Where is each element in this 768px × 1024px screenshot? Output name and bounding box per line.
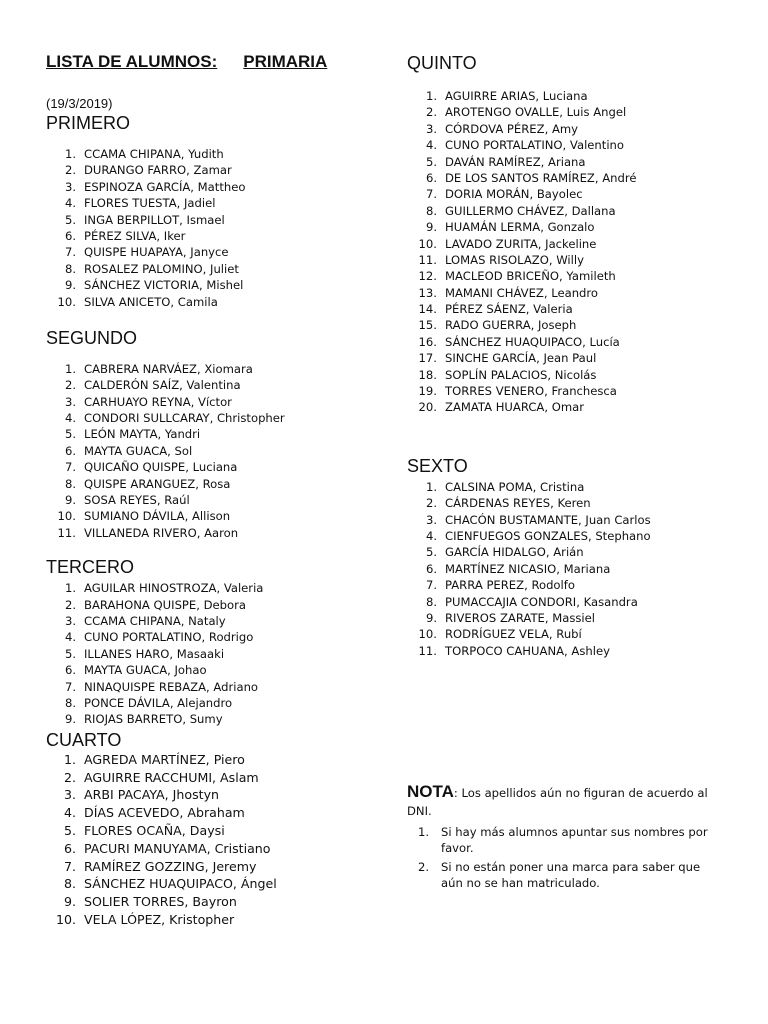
list-item <box>46 580 386 596</box>
list-item <box>46 840 386 858</box>
list-item <box>407 301 747 317</box>
list-item-number: 7. <box>425 187 437 202</box>
list-item-number: 5. <box>64 427 76 442</box>
list-item <box>46 244 386 260</box>
list-item-number: 5. <box>64 646 76 661</box>
note-section <box>407 783 747 891</box>
list-item <box>46 786 386 804</box>
list-item <box>46 629 386 645</box>
student-name: QUISPE ARANGUEZ, Rosa <box>84 476 231 491</box>
list-item-number: 8. <box>64 476 76 491</box>
student-name: INGA BERPILLOT, Ismael <box>84 212 225 227</box>
note-item-number: 2. <box>417 860 429 875</box>
student-name: DURANGO FARRO, Zamar <box>84 163 232 178</box>
list-item-number: 3. <box>64 179 76 194</box>
list-item <box>407 561 747 577</box>
list-item-number: 18. <box>418 367 437 382</box>
student-name: CUNO PORTALATINO, Rodrigo <box>84 630 254 645</box>
list-item-number: 10. <box>57 509 76 524</box>
student-list-tercero <box>46 580 386 728</box>
student-name: DÍAS ACEVEDO, Abraham <box>84 805 245 821</box>
list-item <box>46 875 386 893</box>
grade-heading-primero: PRIMERO <box>46 113 131 133</box>
student-name: QUISPE HUAPAYA, Janyce <box>84 245 229 260</box>
list-item-number: 9. <box>63 894 76 910</box>
student-name: LAVADO ZURITA, Jackeline <box>445 236 597 251</box>
list-item-number: 5. <box>63 822 76 838</box>
student-name: SILVA ANICETO, Camila <box>84 294 218 309</box>
student-name: CALDERÓN SAÍZ, Valentina <box>84 378 241 393</box>
list-item <box>46 377 386 393</box>
list-item <box>46 228 386 244</box>
list-item-number: 4. <box>64 630 76 645</box>
list-item-number: 3. <box>63 787 76 803</box>
list-item <box>46 695 386 711</box>
student-name: CCAMA CHIPANA, Nataly <box>84 613 226 628</box>
student-name: RIVEROS ZARATE, Massiel <box>445 610 595 625</box>
list-item <box>407 495 747 511</box>
list-item-number: 2. <box>64 597 76 612</box>
list-item-number: 7. <box>64 460 76 475</box>
list-item <box>46 525 386 541</box>
student-name: SOPLÍN PALACIOS, Nicolás <box>445 367 597 382</box>
list-item <box>407 610 747 626</box>
grade-heading-tercero: TERCERO <box>46 557 135 578</box>
student-name: LOMAS RISOLAZO, Willy <box>445 252 584 267</box>
list-item-number: 2. <box>425 496 437 511</box>
student-name: AGREDA MARTÍNEZ, Piero <box>84 751 245 767</box>
grade-heading-quinto: QUINTO <box>407 53 477 73</box>
list-item-number: 6. <box>63 840 76 856</box>
student-name: SÁNCHEZ HUAQUIPACO, Lucía <box>445 334 620 349</box>
list-item-number: 5. <box>64 212 76 227</box>
student-name: PONCE DÁVILA, Alejandro <box>84 695 233 710</box>
list-item <box>407 383 747 399</box>
student-name: MARTÍNEZ NICASIO, Mariana <box>445 561 611 576</box>
list-item-number: 8. <box>425 594 437 609</box>
student-name: CIENFUEGOS GONZALES, Stephano <box>445 528 651 543</box>
document-title <box>46 52 386 72</box>
list-item <box>407 350 747 366</box>
list-item <box>46 508 386 524</box>
student-name: PUMACCAJIA CONDORI, Kasandra <box>445 594 638 609</box>
student-name: CHACÓN BUSTAMANTE, Juan Carlos <box>445 512 651 527</box>
list-item-number: 11. <box>418 643 437 658</box>
list-item <box>407 285 747 301</box>
student-name: SÁNCHEZ HUAQUIPACO, Ángel <box>84 876 277 892</box>
list-item-number: 1. <box>425 479 437 494</box>
student-name: CCAMA CHIPANA, Yudith <box>84 147 224 161</box>
list-item-number: 9. <box>425 220 437 235</box>
list-item <box>407 643 747 659</box>
student-name: RODRÍGUEZ VELA, Rubí <box>445 627 582 642</box>
list-item-number: 2. <box>64 378 76 393</box>
list-item-number: 3. <box>64 613 76 628</box>
list-item <box>46 195 386 211</box>
list-item <box>46 679 386 695</box>
list-item <box>46 179 386 195</box>
list-item-number: 5. <box>425 545 437 560</box>
list-item <box>407 236 747 252</box>
student-name: PÉREZ SÁENZ, Valeria <box>445 302 573 317</box>
student-name: MAMANI CHÁVEZ, Leandro <box>445 285 599 300</box>
list-item-number: 20. <box>418 400 437 415</box>
student-name: PÉREZ SILVA, Iker <box>84 228 186 243</box>
student-name: TORRES VENERO, Franchesca <box>445 384 617 399</box>
list-item-number: 2. <box>63 769 76 785</box>
left-column <box>46 52 386 929</box>
list-item-number: 8. <box>64 261 76 276</box>
list-item <box>46 492 386 508</box>
student-name: CÓRDOVA PÉREZ, Amy <box>445 121 579 136</box>
student-list-segundo <box>46 361 386 541</box>
list-item-number: 1. <box>63 751 76 767</box>
note-list <box>407 824 747 891</box>
list-item-number: 4. <box>425 528 437 543</box>
list-item-number: 4. <box>64 411 76 426</box>
list-item <box>407 528 747 544</box>
list-item-number: 7. <box>64 679 76 694</box>
list-item-number: 4. <box>425 138 437 153</box>
note-paragraph <box>407 783 727 820</box>
list-item <box>46 410 386 426</box>
list-item <box>407 252 747 268</box>
student-name: ILLANES HARO, Masaaki <box>84 646 225 661</box>
note-item <box>407 859 747 891</box>
list-item <box>407 154 747 170</box>
list-item-number: 10. <box>418 627 437 642</box>
student-list-primero <box>46 146 386 310</box>
student-name: CALSINA POMA, Cristina <box>445 479 585 494</box>
student-name: GUILLERMO CHÁVEZ, Dallana <box>445 203 616 218</box>
student-name: FLORES OCAÑA, Daysi <box>84 822 225 838</box>
list-item <box>46 911 386 929</box>
list-item <box>46 443 386 459</box>
list-item-number: 1. <box>425 89 437 103</box>
student-name: ESPINOZA GARCÍA, Mattheo <box>84 179 246 194</box>
student-name: HUAMÁN LERMA, Gonzalo <box>445 220 595 235</box>
list-item <box>407 512 747 528</box>
student-name: PACURI MANUYAMA, Cristiano <box>84 840 271 856</box>
note-text: : Los apellidos aún no figuran de acuerdo al DNI. <box>407 786 708 819</box>
list-item-number: 12. <box>418 269 437 284</box>
student-name: AROTENGO OVALLE, Luis Angel <box>445 105 627 120</box>
list-item <box>407 137 747 153</box>
list-item <box>407 334 747 350</box>
list-item-number: 10. <box>55 911 76 927</box>
list-item-number: 2. <box>425 105 437 120</box>
list-item-number: 4. <box>63 805 76 821</box>
student-name: VELA LÓPEZ, Kristopher <box>84 911 235 927</box>
student-name: DAVÁN RAMÍREZ, Ariana <box>445 154 586 169</box>
list-item-number: 15. <box>418 318 437 333</box>
list-item-number: 7. <box>63 858 76 874</box>
note-label: NOTA <box>407 782 454 802</box>
list-item <box>46 394 386 410</box>
student-name: CUNO PORTALATINO, Valentino <box>445 138 624 153</box>
list-item-number: 11. <box>57 525 76 540</box>
list-item-number: 9. <box>64 278 76 293</box>
list-item <box>407 367 747 383</box>
student-name: RAMÍREZ GOZZING, Jeremy <box>84 858 257 874</box>
student-list-sexto <box>407 479 747 659</box>
list-item <box>407 104 747 120</box>
grade-heading-segundo: SEGUNDO <box>46 327 138 348</box>
student-name: SUMIANO DÁVILA, Allison <box>84 509 231 524</box>
student-name: DE LOS SANTOS RAMÍREZ, André <box>445 170 637 185</box>
list-item-number: 11. <box>418 252 437 267</box>
list-item <box>46 893 386 911</box>
student-name: CONDORI SULLCARAY, Christopher <box>84 411 285 426</box>
list-item <box>407 594 747 610</box>
list-item-number: 13. <box>418 285 437 300</box>
list-item-number: 1. <box>64 581 76 596</box>
student-name: MAYTA GUACA, Johao <box>84 663 207 678</box>
note-item <box>407 824 747 856</box>
list-item <box>46 261 386 277</box>
student-name: AGUILAR HINOSTROZA, Valeria <box>84 581 264 596</box>
list-item-number: 9. <box>64 712 76 727</box>
student-name: CABRERA NARVÁEZ, Xiomara <box>84 361 253 376</box>
right-column <box>407 52 747 894</box>
list-item-number: 1. <box>64 361 76 376</box>
list-item <box>407 121 747 137</box>
student-name: LEÓN MAYTA, Yandri <box>84 427 201 442</box>
list-item <box>46 804 386 822</box>
student-name: BARAHONA QUISPE, Debora <box>84 597 246 612</box>
list-item <box>46 146 386 162</box>
student-name: SOSA REYES, Raúl <box>84 493 190 508</box>
list-item-number: 17. <box>418 351 437 366</box>
title-right: PRIMARIA <box>243 52 328 71</box>
student-name: SÁNCHEZ VICTORIA, Mishel <box>84 278 244 293</box>
list-item <box>407 170 747 186</box>
student-name: QUICAÑO QUISPE, Luciana <box>84 460 238 475</box>
student-name: MAYTA GUACA, Sol <box>84 443 193 458</box>
student-name: SOLIER TORRES, Bayron <box>84 894 237 910</box>
list-item <box>407 203 747 219</box>
list-item-number: 9. <box>425 610 437 625</box>
student-name: CARHUAYO REYNA, Víctor <box>84 394 232 409</box>
student-name: AGUIRRE RACCHUMI, Aslam <box>84 769 259 785</box>
list-item <box>46 361 386 377</box>
list-item-number: 8. <box>64 695 76 710</box>
list-item-number: 7. <box>425 578 437 593</box>
title-left: LISTA DE ALUMNOS: <box>46 52 218 71</box>
list-item <box>46 822 386 840</box>
list-item <box>407 399 747 415</box>
list-item <box>407 88 747 104</box>
list-item-number: 6. <box>425 561 437 576</box>
list-item <box>46 646 386 662</box>
list-item <box>407 186 747 202</box>
list-item <box>46 212 386 228</box>
list-item-number: 16. <box>418 334 437 349</box>
student-name: FLORES TUESTA, Jadiel <box>84 196 216 211</box>
list-item-number: 8. <box>425 203 437 218</box>
student-name: AGUIRRE ARIAS, Luciana <box>445 89 588 103</box>
list-item <box>46 858 386 876</box>
student-name: ZAMATA HUARCA, Omar <box>445 400 585 415</box>
list-item-number: 3. <box>64 394 76 409</box>
list-item-number: 3. <box>425 121 437 136</box>
student-name: CÁRDENAS REYES, Keren <box>445 496 591 511</box>
list-item-number: 2. <box>64 163 76 178</box>
list-item <box>46 597 386 613</box>
document-date: (19/3/2019) <box>46 96 113 111</box>
list-item <box>407 577 747 593</box>
list-item-number: 8. <box>63 876 76 892</box>
list-item <box>46 613 386 629</box>
list-item-number: 19. <box>418 384 437 399</box>
list-item <box>46 711 386 727</box>
student-name: TORPOCO CAHUANA, Ashley <box>445 643 610 658</box>
list-item <box>46 769 386 787</box>
grade-heading-cuarto: CUARTO <box>46 729 122 750</box>
list-item-number: 9. <box>64 493 76 508</box>
list-item <box>407 219 747 235</box>
list-item <box>407 317 747 333</box>
list-item <box>46 751 386 769</box>
student-name: VILLANEDA RIVERO, Aaron <box>84 525 239 540</box>
list-item <box>407 268 747 284</box>
student-name: MACLEOD BRICEÑO, Yamileth <box>445 269 616 284</box>
list-item-number: 6. <box>425 170 437 185</box>
list-item-number: 6. <box>64 228 76 243</box>
list-item <box>407 479 747 495</box>
student-name: PARRA PEREZ, Rodolfo <box>445 578 575 593</box>
student-name: GARCÍA HIDALGO, Arián <box>445 545 584 560</box>
list-item-number: 6. <box>64 663 76 678</box>
list-item-number: 5. <box>425 154 437 169</box>
note-item-text: Si no están poner una marca para saber que aún no se han matriculado. <box>441 860 701 891</box>
student-list-quinto <box>407 88 747 416</box>
list-item <box>407 626 747 642</box>
student-name: ARBI PACAYA, Jhostyn <box>84 787 220 803</box>
list-item <box>46 476 386 492</box>
list-item <box>407 544 747 560</box>
list-item <box>46 459 386 475</box>
student-name: SINCHE GARCÍA, Jean Paul <box>445 351 597 366</box>
list-item-number: 4. <box>64 196 76 211</box>
grade-heading-sexto: SEXTO <box>407 455 468 476</box>
list-item <box>46 426 386 442</box>
student-name: ROSALEZ PALOMINO, Juliet <box>84 261 239 276</box>
list-item-number: 10. <box>57 294 76 309</box>
list-item-number: 7. <box>64 245 76 260</box>
list-item-number: 6. <box>64 443 76 458</box>
note-item-text: Si hay más alumnos apuntar sus nombres por favor. <box>441 825 708 856</box>
list-item-number: 10. <box>418 236 437 251</box>
list-item <box>46 162 386 178</box>
list-item <box>46 294 386 310</box>
list-item-number: 1. <box>64 147 76 161</box>
list-item <box>46 277 386 293</box>
list-item <box>46 662 386 678</box>
student-name: RADO GUERRA, Joseph <box>445 318 577 333</box>
list-item-number: 14. <box>418 302 437 317</box>
student-name: NINAQUISPE REBAZA, Adriano <box>84 679 259 694</box>
list-item-number: 3. <box>425 512 437 527</box>
student-list-cuarto <box>46 751 386 929</box>
note-item-number: 1. <box>417 825 429 840</box>
student-name: DORIA MORÁN, Bayolec <box>445 187 583 202</box>
student-name: RIOJAS BARRETO, Sumy <box>84 712 223 727</box>
